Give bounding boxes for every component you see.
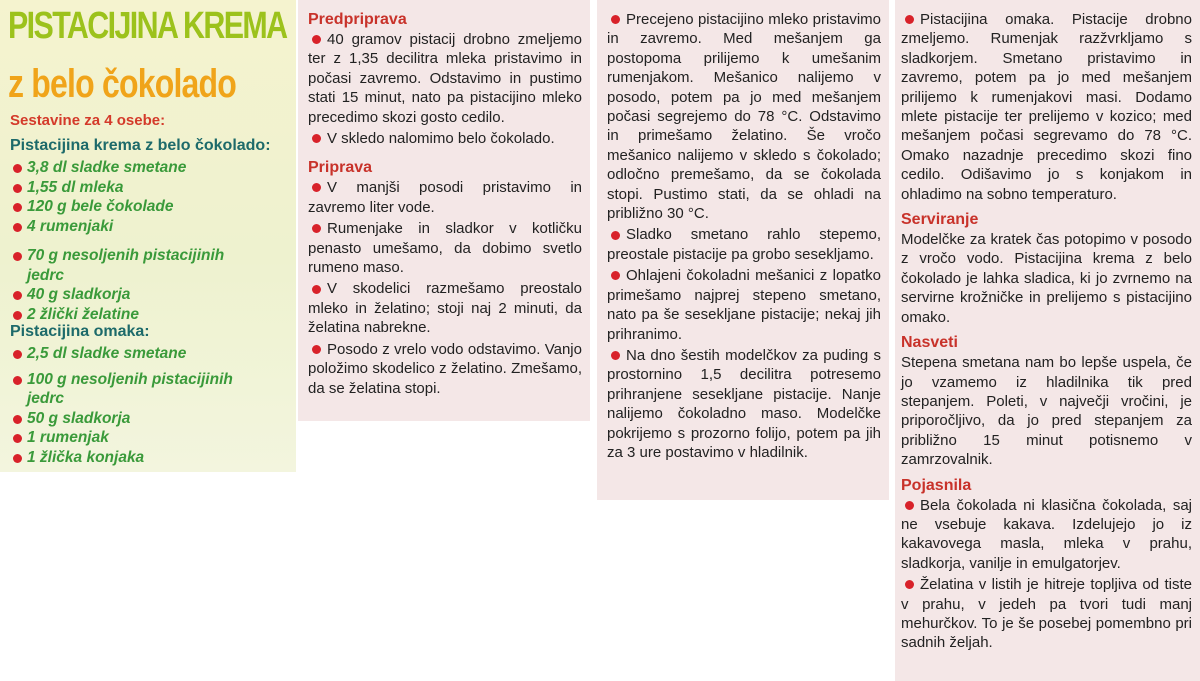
list-item: 3,8 dl sladke smetane [10, 158, 271, 178]
bullet-icon [312, 224, 321, 233]
paragraph: Na dno šestih modelčkov za puding s prostornino 1,5 decilitra potresemo prihranjene sesekljane pistacije. Nanje nalijemo čokoladno maso. Modelčke pokrijemo s prozorno folijo, potem pa jih za 3 ure postavimo v hladilnik. [607, 346, 881, 461]
paragraph: Rumenjake in sladkor v kotličku penasto umešamo, da dobimo svetlo rumeno maso. [308, 220, 582, 277]
bullet-icon [13, 252, 22, 261]
priprava-heading: Priprava [308, 159, 373, 177]
bullet-icon [312, 134, 321, 143]
paragraph: Stepena smetana nam bo lepše uspela, če jo vzamemo iz hladilnika tik pred stepanjem. Poleti, v največji vročini, je priporočljivo, da jo pred stepanjem za približno 15 minut potisnemo v zamrzovalnik. [901, 354, 1192, 469]
list-item: 1,55 dl mleka [10, 178, 271, 198]
list-item: 1 rumenjak [10, 428, 233, 448]
bullet-icon [611, 231, 620, 240]
pojasnila-heading: Pojasnila [901, 476, 972, 494]
bullet-icon [905, 580, 914, 589]
preparation-column-continued [597, 0, 889, 500]
bullet-icon [611, 15, 620, 24]
bullet-icon [13, 434, 22, 443]
serviranje-heading: Serviranje [901, 211, 979, 229]
bullet-icon [312, 345, 321, 354]
bullet-icon [611, 351, 620, 360]
krema-ingredients [10, 136, 271, 324]
bullet-icon [13, 203, 22, 212]
bullet-icon [13, 291, 22, 300]
bullet-icon [905, 501, 914, 510]
list-item: 100 g nesoljenih pistacijinih jedrc [10, 370, 233, 409]
krema-ingredients-heading: Pistacijina krema z belo čokolado: [10, 137, 271, 154]
paragraph: V manjši posodi pristavimo in zavremo liter vode. [308, 179, 582, 216]
bullet-icon [312, 183, 321, 192]
bullet-icon [13, 184, 22, 193]
list-item: 4 rumenjaki [10, 217, 271, 237]
list-item: 120 g bele čokolade [10, 197, 271, 217]
recipe-title: PISTACIJINA KREMA [8, 5, 287, 47]
omaka-ingredient-list [10, 344, 233, 467]
list-item: 40 g sladkorja [10, 285, 271, 305]
krema-ingredient-list [10, 158, 271, 324]
paragraph: 40 gramov pistacij drobno zmeljemo ter z 1,35 decilitra mleka pristavimo in počasi zavremo. Odstavimo in pustimo stati 15 minut, nato pa pistacijino mleko precedimo skozi gosto cedilo. [308, 31, 582, 126]
predpriprava-heading: Predpriprava [308, 11, 407, 28]
ingredients-panel [0, 0, 296, 472]
omaka-ingredients [10, 322, 233, 467]
paragraph: Modelčke za kratek čas potopimo v posodo z vročo vodo. Pistacijina krema z belo čokolado je lahka sladica, ki jo zvrnemo na servirne krožničke in prelijemo s pistacijino omako. [901, 231, 1192, 326]
list-item: 1 žlička konjaka [10, 448, 233, 468]
paragraph: Posodo z vrelo vodo odstavimo. Vanjo položimo skodelico z želatino. Zmešamo, da se želatina stopi. [308, 340, 582, 397]
bullet-icon [13, 350, 22, 359]
servings-label: Sestavine za 4 osebe: [10, 112, 166, 129]
list-item: 70 g nesoljenih pistacijinih jedrc [10, 246, 271, 285]
paragraph: V skodelici razmešamo preostalo mleko in želatino; stoji naj 2 minuti, da želatina nabrekne. [308, 280, 582, 337]
bullet-icon [13, 311, 22, 320]
nasveti-heading: Nasveti [901, 334, 958, 352]
paragraph: Precejeno pistacijino mleko pristavimo in zavremo. Med mešanjem ga postopoma prilijemo k umešanim rumenjakom. Mešanico nalijemo v posodo, potem pa jo med mešanjem počasi segrejemo do 78 °C. Odstavimo in primešamo želatino. Še vročo mešanico nalijemo v skledo s čokolado; odločno premešamo, da se čokolada stopi. Pustimo stati, da se ohladi na približno 30 °C. [607, 11, 881, 223]
bullet-icon [611, 271, 620, 280]
list-item: 2,5 dl sladke smetane [10, 344, 233, 364]
paragraph: Ohlajeni čokoladni mešanici z lopatko primešamo najprej stepeno smetano, nato pa še sesekljane pistacije; nekaj jih prihranimo. [607, 267, 881, 343]
paragraph: Želatina v listih je hitreje topljiva od tiste v prahu, v jedeh pa tvori tudi manj mehurčkov. To je še posebej pomembno pri sadnih željah. [901, 576, 1192, 652]
paragraph: Pistacijina omaka. Pistacije drobno zmeljemo. Rumenjak razžvrkljamo s sladkorjem. Smetano pristavimo in zavremo, potem pa jo med mešanjem prilijemo k rumenjakovi masi. Dodamo mlete pistacije ter prelijemo v kozico; med mešanjem počasi segrevamo do 78 °C. Omako nazadnje precedimo skozi fino cedilo. Odišavimo jo s konjakom in ohladimo na sobno temperaturo. [901, 11, 1192, 203]
bullet-icon [13, 415, 22, 424]
bullet-icon [13, 376, 22, 385]
bullet-icon [905, 15, 914, 24]
bullet-icon [312, 35, 321, 44]
bullet-icon [312, 285, 321, 294]
recipe-subtitle: z belo čokolado [8, 62, 237, 106]
bullet-icon [13, 454, 22, 463]
serving-column [895, 0, 1200, 681]
list-item: 2 žlički želatine [10, 305, 271, 325]
preparation-column [298, 0, 590, 421]
paragraph: V skledo nalomimo belo čokolado. [308, 129, 582, 148]
list-item: 50 g sladkorja [10, 409, 233, 429]
bullet-icon [13, 164, 22, 173]
paragraph: Sladko smetano rahlo stepemo, preostale pistacije pa grobo sesekljamo. [607, 226, 881, 263]
omaka-ingredients-heading: Pistacijina omaka: [10, 323, 150, 340]
paragraph: Bela čokolada ni klasična čokolada, saj ne vsebuje kakava. Izdelujejo jo iz kakavovega masla, mleka v prahu, sladkorja, vanilje in emulgatorjev. [901, 496, 1192, 572]
bullet-icon [13, 223, 22, 232]
